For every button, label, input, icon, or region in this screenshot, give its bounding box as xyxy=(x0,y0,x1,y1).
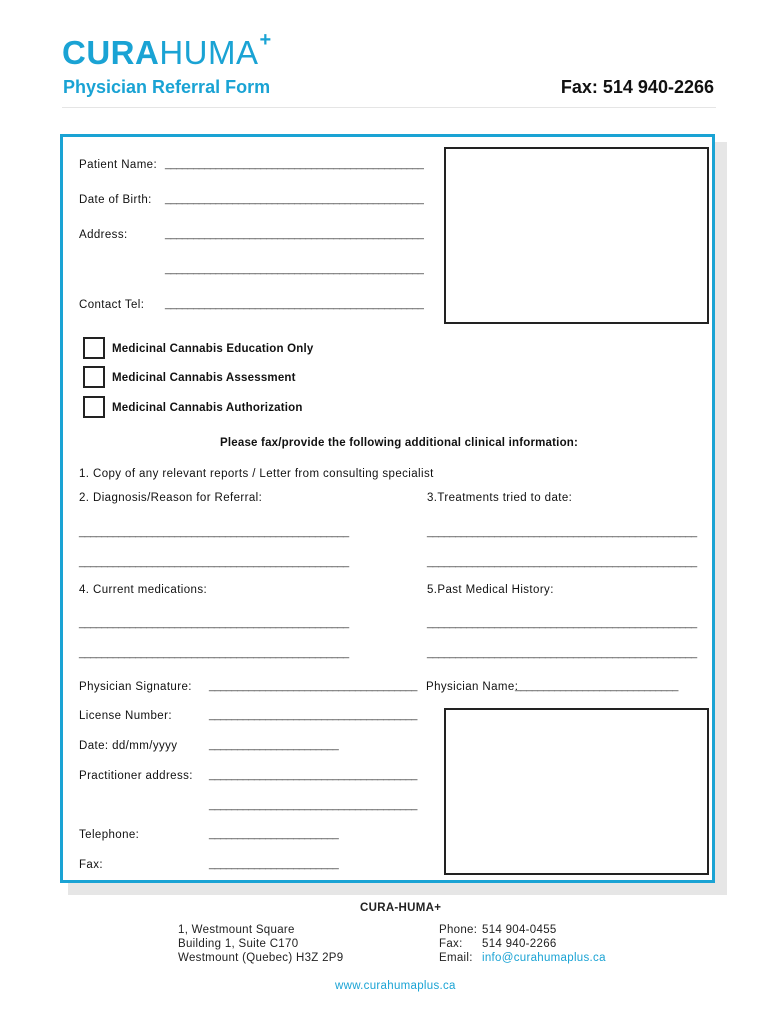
date-field[interactable]: _______________________ xyxy=(209,739,339,751)
treatments-field-1[interactable]: ________________________________________________ xyxy=(427,526,697,538)
physician-name-field[interactable]: _____________________________ xyxy=(515,680,678,692)
header-fax: Fax: 514 940-2266 xyxy=(560,77,714,97)
physician-name-label: Physician Name: xyxy=(426,681,519,693)
physician-signature-field[interactable]: _____________________________________ xyxy=(209,680,417,692)
practitioner-address-field-2[interactable]: _____________________________________ xyxy=(209,799,417,811)
practitioner-address-field-1[interactable]: _____________________________________ xyxy=(209,769,417,781)
footer-email-link[interactable]: info@curahumaplus.ca xyxy=(482,952,606,964)
contact-tel-field[interactable]: ______________________________________________ xyxy=(165,298,424,310)
form-title: Physician Referral Form xyxy=(63,77,271,97)
treatments-field-2[interactable]: ________________________________________________ xyxy=(427,556,697,568)
option-education-label: Medicinal Cannabis Education Only xyxy=(112,343,314,355)
footer-phone-label: Phone: xyxy=(439,924,478,936)
clinical-item-1: 1. Copy of any relevant reports / Letter from consulting specialist xyxy=(79,468,434,480)
checkbox-assessment[interactable] xyxy=(83,366,105,388)
footer-address-1: 1, Westmount Square xyxy=(178,924,295,936)
dob-label: Date of Birth: xyxy=(79,194,152,206)
clinical-item-4: 4. Current medications: xyxy=(79,584,208,596)
history-field-2[interactable]: ________________________________________________ xyxy=(427,647,697,659)
clinical-instruction: Please fax/provide the following additional clinical information: xyxy=(220,437,579,449)
patient-name-label: Patient Name: xyxy=(79,159,158,171)
footer-company: CURA-HUMA+ xyxy=(360,902,442,914)
logo-light-text: HUMA xyxy=(159,34,259,71)
medications-field-2[interactable]: ________________________________________________ xyxy=(79,647,349,659)
fax-label: Fax: xyxy=(79,859,103,871)
practitioner-address-label: Practitioner address: xyxy=(79,770,193,782)
footer-phone: 514 904-0455 xyxy=(482,924,557,936)
option-authorization-label: Medicinal Cannabis Authorization xyxy=(112,402,303,414)
diagnosis-field-1[interactable]: ________________________________________________ xyxy=(79,526,349,538)
telephone-field[interactable]: _______________________ xyxy=(209,828,339,840)
option-assessment-label: Medicinal Cannabis Assessment xyxy=(112,372,296,384)
footer-address-3: Westmount (Quebec) H3Z 2P9 xyxy=(178,952,344,964)
patient-name-field[interactable]: ______________________________________________ xyxy=(165,158,424,170)
date-label: Date: dd/mm/yyyy xyxy=(79,740,178,752)
dob-field[interactable]: ______________________________________________ xyxy=(165,193,424,205)
footer-website-link[interactable]: www.curahumaplus.ca xyxy=(335,980,456,992)
address-label: Address: xyxy=(79,229,128,241)
logo-plus: + xyxy=(259,29,272,51)
fax-field[interactable]: _______________________ xyxy=(209,858,339,870)
footer-fax-label: Fax: xyxy=(439,938,463,950)
clinical-item-5: 5.Past Medical History: xyxy=(427,584,554,596)
footer-email-label: Email: xyxy=(439,952,473,964)
footer-address-2: Building 1, Suite C170 xyxy=(178,938,299,950)
license-label: License Number: xyxy=(79,710,172,722)
logo-bold-text: CURA xyxy=(62,34,160,71)
clinical-item-3: 3.Treatments tried to date: xyxy=(427,492,573,504)
history-field-1[interactable]: ________________________________________________ xyxy=(427,617,697,629)
physician-signature-label: Physician Signature: xyxy=(79,681,192,693)
checkbox-education[interactable] xyxy=(83,337,105,359)
telephone-label: Telephone: xyxy=(79,829,140,841)
checkbox-authorization[interactable] xyxy=(83,396,105,418)
license-field[interactable]: _____________________________________ xyxy=(209,709,417,721)
contact-tel-label: Contact Tel: xyxy=(79,299,145,311)
physician-stamp-box[interactable] xyxy=(444,708,709,875)
header-divider xyxy=(62,107,716,108)
address-field-2[interactable]: ______________________________________________ xyxy=(165,263,424,275)
address-field-1[interactable]: ______________________________________________ xyxy=(165,228,424,240)
clinical-item-2: 2. Diagnosis/Reason for Referral: xyxy=(79,492,263,504)
patient-label-box[interactable] xyxy=(444,147,709,324)
diagnosis-field-2[interactable]: ________________________________________________ xyxy=(79,556,349,568)
footer-fax: 514 940-2266 xyxy=(482,938,557,950)
company-logo xyxy=(62,29,272,72)
medications-field-1[interactable]: ________________________________________________ xyxy=(79,617,349,629)
